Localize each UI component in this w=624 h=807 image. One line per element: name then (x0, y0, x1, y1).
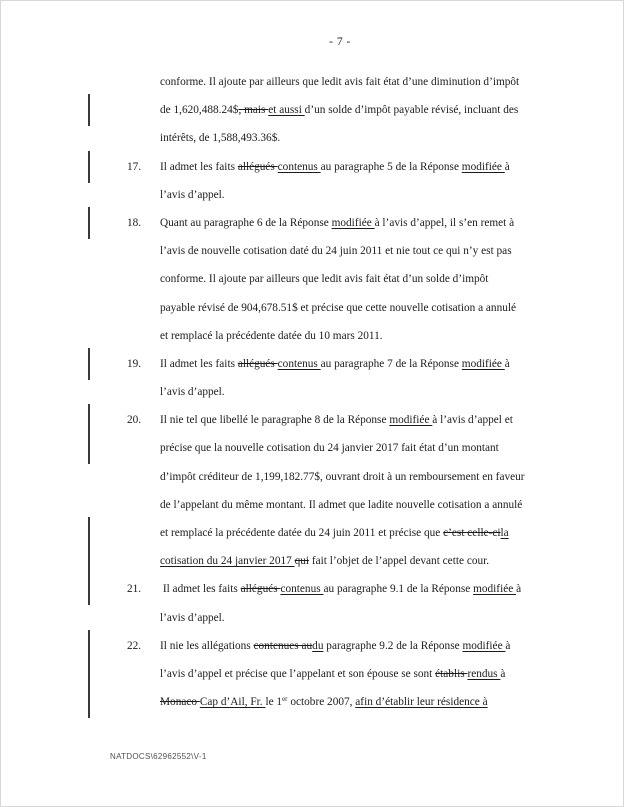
deleted-text: c’est celle-ci (443, 527, 501, 539)
text-line (0, 660, 624, 688)
line-content (160, 273, 488, 285)
inserted-text: cotisation du 24 janvier 2017 (160, 555, 295, 568)
text-line (0, 575, 624, 603)
paragraph-number: 19. (127, 357, 142, 370)
footer-document-id: NATDOCS\62962552\V-1 (110, 752, 207, 761)
inserted-text: la (500, 527, 509, 539)
revision-change-bar (88, 151, 90, 183)
body-text: d’impôt créditeur de 1,199,182.77$, ouvrant droit à un remboursement en faveur (160, 470, 525, 483)
text-line (0, 322, 624, 350)
line-content (160, 161, 510, 173)
inserted-text: afin d’établir leur résidence à (355, 696, 488, 709)
body-text: octobre 2007, (287, 696, 356, 709)
line-content (160, 217, 514, 229)
paragraph-number: 17. (127, 160, 142, 173)
line-content (160, 76, 519, 88)
body-text: à l’avis d’appel, il s’en remet à (374, 216, 515, 229)
line-content (160, 132, 280, 144)
line-content (160, 189, 225, 201)
inserted-text: contenus (277, 357, 321, 370)
body-text: conforme. Il ajoute par ailleurs que ledit avis fait état d’une diminution d’impôt (160, 76, 520, 88)
body-text: l’avis de nouvelle cotisation daté du 24 juin 2011 et nie tout ce qui n’y est pas (160, 245, 512, 258)
body-text: l’avis d’appel. (160, 188, 225, 201)
body-text: conforme. Il ajoute par ailleurs que ledit avis fait état d’un solde d’impôt (160, 273, 489, 286)
deleted-text: Monaco (160, 696, 200, 709)
body-text: l’avis d’appel. (160, 611, 225, 624)
deleted-text: contenues au (253, 639, 313, 652)
text-line (0, 604, 624, 632)
revision-change-bar (88, 573, 90, 605)
text-line (0, 294, 624, 322)
inserted-text: rendus (467, 667, 501, 680)
body-text: paragraphe 9.2 de la Réponse (323, 639, 463, 652)
text-line (0, 153, 624, 181)
text-line (0, 124, 624, 152)
line-content (160, 668, 505, 680)
text-line (0, 181, 624, 209)
revision-change-bar (88, 432, 90, 464)
line-content (160, 414, 513, 426)
inserted-text: modifiée (331, 216, 375, 229)
body-text: Quant au paragraphe 6 de la Réponse (160, 216, 332, 229)
body-text: payable révisé de 904,678.51$ et précise que cette nouvelle cotisation a annulé (160, 301, 517, 314)
line-content (160, 583, 521, 595)
line-content (160, 386, 225, 398)
body-text: de l’appelant du même montant. Il admet que ladite nouvelle cotisation a annulé (160, 498, 523, 511)
revision-change-bar (88, 404, 90, 436)
body-text: à (504, 160, 510, 173)
superscript-text: er (282, 695, 288, 704)
line-content (160, 245, 512, 257)
line-content (160, 696, 488, 708)
paragraph-number: 21. (127, 583, 142, 596)
line-content (160, 640, 510, 652)
body-text: l’avis d’appel et précise que l’appelant et son épouse se sont (160, 667, 436, 680)
inserted-text: modifiée (461, 357, 505, 370)
body-text: au paragraphe 7 de la Réponse (320, 357, 462, 370)
revision-change-bar (88, 686, 90, 718)
text-line (0, 237, 624, 265)
revision-change-bar (88, 630, 90, 662)
inserted-text: contenus (277, 160, 321, 173)
line-content (160, 527, 509, 539)
body-text: précise que la nouvelle cotisation du 24 janvier 2017 fait état d’un montant (160, 442, 499, 455)
inserted-text: contenus (280, 583, 324, 596)
revision-change-bar (88, 658, 90, 690)
body-text: au paragraphe 5 de la Réponse (320, 160, 462, 173)
line-content (160, 471, 525, 483)
line-content (160, 442, 499, 454)
paragraph-number: 20. (127, 414, 142, 427)
paragraph-number: 22. (127, 639, 142, 652)
body-text: à (516, 583, 522, 596)
text-line (0, 265, 624, 293)
inserted-text: et aussi (268, 104, 305, 117)
text-line (0, 688, 624, 716)
text-line (0, 378, 624, 406)
text-line (0, 209, 624, 237)
line-content (160, 358, 510, 370)
document-body (0, 68, 624, 716)
text-line (0, 519, 624, 547)
text-line (0, 491, 624, 519)
inserted-text: du (312, 639, 324, 652)
body-text: au paragraphe 9.1 de la Réponse (323, 583, 474, 596)
text-line (0, 434, 624, 462)
body-text: Il admet les faits (160, 357, 238, 370)
body-text: à l’avis d’appel et (432, 414, 513, 427)
body-text: d’un solde d’impôt payable révisé, incluant des (304, 104, 519, 117)
text-line (0, 632, 624, 660)
text-line (0, 463, 624, 491)
inserted-text: modifiée (462, 639, 506, 652)
line-content (160, 330, 383, 342)
deleted-text: , mais (238, 104, 269, 117)
revision-change-bar (88, 517, 90, 549)
line-content (160, 302, 516, 314)
paragraph-number: 18. (127, 216, 142, 229)
revision-change-bar (88, 545, 90, 577)
text-line (0, 68, 624, 96)
text-line (0, 96, 624, 124)
deleted-text: allégués (240, 583, 281, 596)
inserted-text: modifiée (389, 414, 433, 427)
body-text: et remplacé la précédente datée du 10 mars 2011. (160, 329, 383, 342)
body-text: le 1 (265, 696, 283, 709)
body-text: de 1,620,488.24$ (160, 104, 239, 117)
body-text: l’avis d’appel. (160, 386, 225, 399)
deleted-text: établis (435, 667, 468, 680)
revision-change-bar (88, 207, 90, 239)
body-text: et remplacé la précédente datée du 24 juin 2011 et précise que (160, 527, 444, 539)
line-content (160, 612, 225, 624)
text-line (0, 406, 624, 434)
body-text: intérêts, de 1,588,493.36$. (160, 132, 281, 145)
inserted-text: modifiée (461, 160, 505, 173)
line-content (160, 104, 518, 116)
body-text: Il nie tel que libellé le paragraphe 8 de la Réponse (160, 414, 390, 427)
body-text: à (505, 639, 511, 652)
body-text: Il admet les faits (160, 160, 238, 173)
text-line (0, 547, 624, 575)
inserted-text: Cap d’Ail, Fr. (199, 696, 266, 709)
deleted-text: allégués (237, 357, 278, 370)
body-text: à (500, 667, 506, 680)
revision-change-bar (88, 94, 90, 126)
page-number: - 7 - (329, 36, 351, 48)
line-content (160, 555, 489, 567)
deleted-text: allégués (237, 160, 278, 173)
line-content (160, 499, 522, 511)
inserted-text: modifiée (473, 583, 517, 596)
body-text: Il nie les allégations (160, 639, 254, 652)
body-text: fait l’objet de l’appel devant cette cour. (309, 555, 490, 568)
deleted-text: qui (294, 555, 310, 568)
body-text: Il admet les faits (160, 583, 241, 596)
revision-change-bar (88, 348, 90, 380)
text-line (0, 350, 624, 378)
body-text: à (504, 357, 510, 370)
